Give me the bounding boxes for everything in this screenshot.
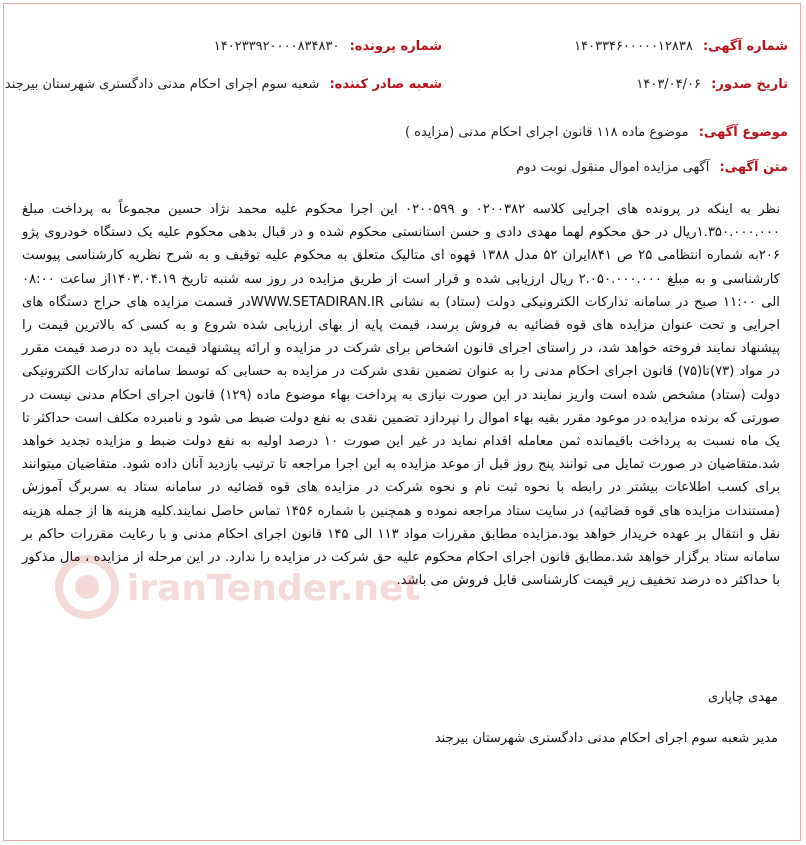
text-header-row	[516, 159, 788, 177]
file-number-row	[214, 38, 442, 56]
text-header-value: آگهی مزایده اموال منقول نوبت دوم	[516, 160, 710, 175]
notice-frame	[3, 3, 801, 841]
issue-date-label: تاریخ صدور:	[711, 77, 788, 92]
text-header-label: متن آگهی:	[719, 160, 788, 175]
subject-label: موضوع آگهی:	[698, 125, 788, 140]
signer-name: مهدی چاپاری	[707, 690, 778, 705]
ad-number-value: ۱۴۰۳۳۴۶۰۰۰۰۰۱۲۸۳۸	[574, 39, 693, 54]
issuer-label: شعبه صادر کننده:	[329, 77, 442, 92]
file-number-label: شماره پرونده:	[349, 39, 442, 54]
ad-number-row	[574, 38, 788, 56]
issue-date-value: ۱۴۰۳/۰۴/۰۶	[636, 77, 701, 92]
subject-value: موضوع ماده ۱۱۸ قانون اجرای احکام مدنی (مزایده )	[404, 125, 689, 140]
issuer-row	[5, 76, 442, 94]
notice-body: نظر به اینکه در پرونده های اجرایی کلاسه ۰۲۰۰۳۸۲ و ۰۲۰۰۵۹۹ این اجرا محکوم علیه محمد نژاد حسین مجموعاً به پرداخت مبلغ ۱.۳۵۰.۰۰۰.۰۰۰ریال در حق محکوم لهما مهدی دادی و حسن استانستی محکوم شده و در قبال بدهی محکوم علیه یک دستگاه خودروی پژو ۲۰۶به شماره انتظامی ۲۵ ص ۸۴۱ایران ۵۲ مدل ۱۳۸۸ قهوه ای متالیک متعلق به محکوم علیه توقیف و به شرح نظریه کارشناسی پیوست کارشناسی و به مبلغ ۲.۰۵۰.۰۰۰.۰۰۰ ریال ارزیابی شده و قرار است از طریق مزایده در روز سه شنبه تاریخ ۱۴۰۳.۰۴.۱۹از ساعت ۰۸:۰۰ الی ۱۱:۰۰ صبح در سامانه تدارکات الکترونیکی دولت (ستاد) به نشانی WWW.SETADIRAN.IRدر قسمت مزایده های حراج دستگاه های اجرایی و تحت عنوان مزایده های قوه قضائیه به فروش برسد، قیمت پایه از بهای ارزیابی شده شروع و به کسی که بالاترین قیمت را پیشنهاد نمایند فروخته خواهد شد، در راستای اجرای قانون اشخاص برای شرکت در مزایده و ارائه پیشنهاد قیمت باید ده درصد قیمت مقرر در مواد (۷۳)تا(۷۵) قانون اجرای احکام مدنی را به عنوان تضمین نقدی شرکت در مزایده به حسابی که توسط سامانه تدارکات الکترونیکی دولت (ستاد) مشخص شده است واریز نمایند در این صورت نیازی به پرداخت بهاء موضوع ماده (۱۲۹) قانون اجرای احکام مدنی نیست در صورتی که برنده مزایده در موعود مقرر بقیه بهاء اموال را نپردازد تضمین نقدی به نفع دولت ضبط می شود و نامبرده مکلف است حداکثر تا یک ماه نسبت به پرداخت باقیمانده ثمن معامله اقدام نماید در غیر این صورت ۱۰ درصد اولیه به نفع دولت ضبط و مزایده تجدید خواهد شد.متقاضیان در صورت تمایل می توانند پنج روز قبل از موعد مزایده به این اجرا مراجعه تا ترتیب بازدید آنان داده شود. متقاضیان میتوانند برای کسب اطلاعات بیشتر در رابطه با نحوه ثبت نام و نحوه شرکت در مزایده های قوه قضائیه در سامانه ستاد به سربرگ آموزش (مستندات مزایده های قوه قضائیه) در سایت ستاد مراجعه نموده و همچنین با شماره ۱۴۵۶ تماس حاصل نمایند.کلیه هزینه ها از جمله هزینه نقل و انتقال بر عهده خریدار خواهد بود.مزایده مطابق مقررات مواد ۱۱۳ الی ۱۴۵ قانون اجرای احکام مدنی و با رعایت مقررات حاکم بر سامانه ستاد برگزار خواهد شد.مطابق قانون اجرای احکام محکوم علیه حق شرکت در مزایده را ندارد. در این مرحله از مزایده ، مال مذکور با حداکثر ده درصد تخفیف زیر قیمت کارشناسی قابل فروش می باشد.	[22, 202, 781, 589]
subject-row	[405, 124, 788, 142]
issue-date-row	[636, 76, 788, 94]
issuer-value: شعبه سوم اجرای احکام مدنی دادگستری شهرستان بیرجند	[4, 77, 320, 92]
svg-text:iranTender.net: iranTender.net	[127, 568, 421, 609]
file-number-value: ۱۴۰۲۳۳۹۲۰۰۰۰۸۳۴۸۳۰	[213, 39, 340, 54]
ad-number-label: شماره آگهی:	[702, 39, 788, 54]
signer-title: مدیر شعبه سوم اجرای احکام مدنی دادگستری شهرستان بیرجند	[434, 731, 778, 746]
